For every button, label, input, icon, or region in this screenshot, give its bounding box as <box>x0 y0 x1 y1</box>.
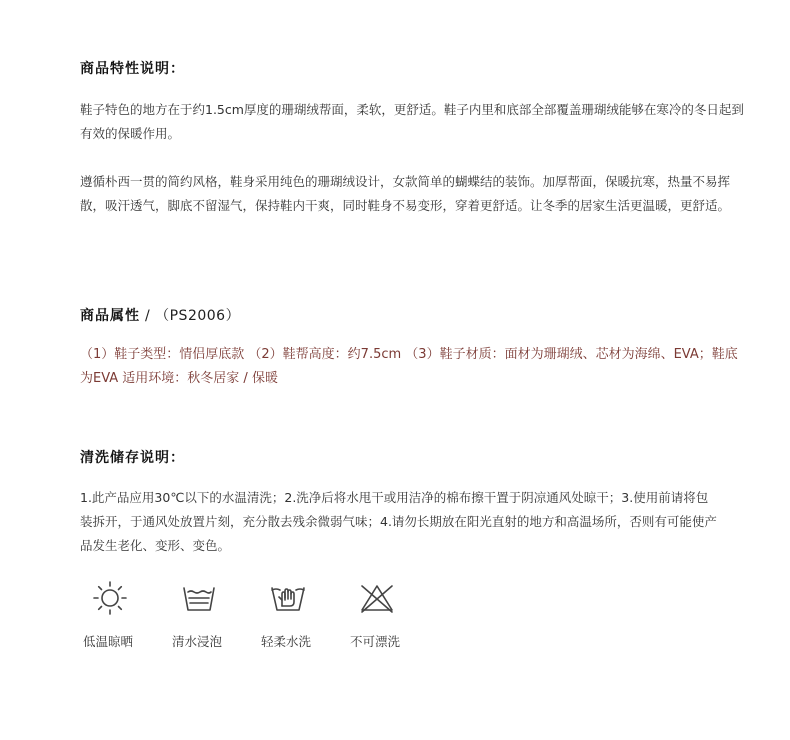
care-item-handwash <box>258 578 347 650</box>
features-paragraph-2: 遵循朴西一贯的简约风格，鞋身采用纯色的珊瑚绒设计，女款简单的蝴蝶结的装饰。加厚帮面，保暖抗寒，热量不易挥散，吸汗透气，脚底不留湿气，保持鞋内干爽，同时鞋身不易变形，穿着更舒适。让冬季的居家生活更温暖，更舒适。 <box>80 174 731 213</box>
care-item-sun <box>80 578 169 650</box>
attributes-title <box>80 305 240 325</box>
hand-wash-icon <box>258 578 318 618</box>
attributes-title-model: / （PS2006） <box>140 308 241 324</box>
care-icons-row <box>80 578 436 650</box>
care-label-sun: 低温晾晒 <box>83 634 134 649</box>
care-item-nobleach <box>347 578 436 650</box>
washing-text: 1.此产品应用30℃以下的水温清洗；2.洗净后将水甩干或用洁净的棉布擦干置于阴凉通风处晾干；3.使用前请将包装拆开，于通风处放置片刻，充分散去残余微弱气味；4.请勿长期放在阳光直射的地方和高温场所，否则有可能使产品发生老化、变形、变色。 <box>80 490 717 553</box>
care-label-handwash: 轻柔水洗 <box>261 634 312 649</box>
features-title: 商品特性说明： <box>80 61 185 77</box>
features-paragraph-1: 鞋子特色的地方在于约1.5cm厚度的珊瑚绒帮面，柔软，更舒适。鞋子内里和底部全部覆盖珊瑚绒能够在寒冷的冬日起到有效的保暖作用。 <box>80 102 744 141</box>
no-bleach-icon <box>347 578 407 618</box>
attributes-text: （1）鞋子类型：情侣厚底款 （2）鞋帮高度：约7.5cm （3）鞋子材质：面材为珊瑚绒、芯材为海绵、EVA；鞋底为EVA 适用环境：秋冬居家 / 保暖 <box>80 347 738 386</box>
care-item-basin <box>169 578 258 650</box>
sun-icon <box>80 578 140 618</box>
care-label-basin: 清水浸泡 <box>172 634 223 649</box>
attributes-title-text: 商品属性 <box>80 308 140 324</box>
washing-title: 清洗储存说明： <box>80 450 185 466</box>
basin-water-icon <box>169 578 229 618</box>
care-label-nobleach: 不可漂洗 <box>350 634 401 649</box>
